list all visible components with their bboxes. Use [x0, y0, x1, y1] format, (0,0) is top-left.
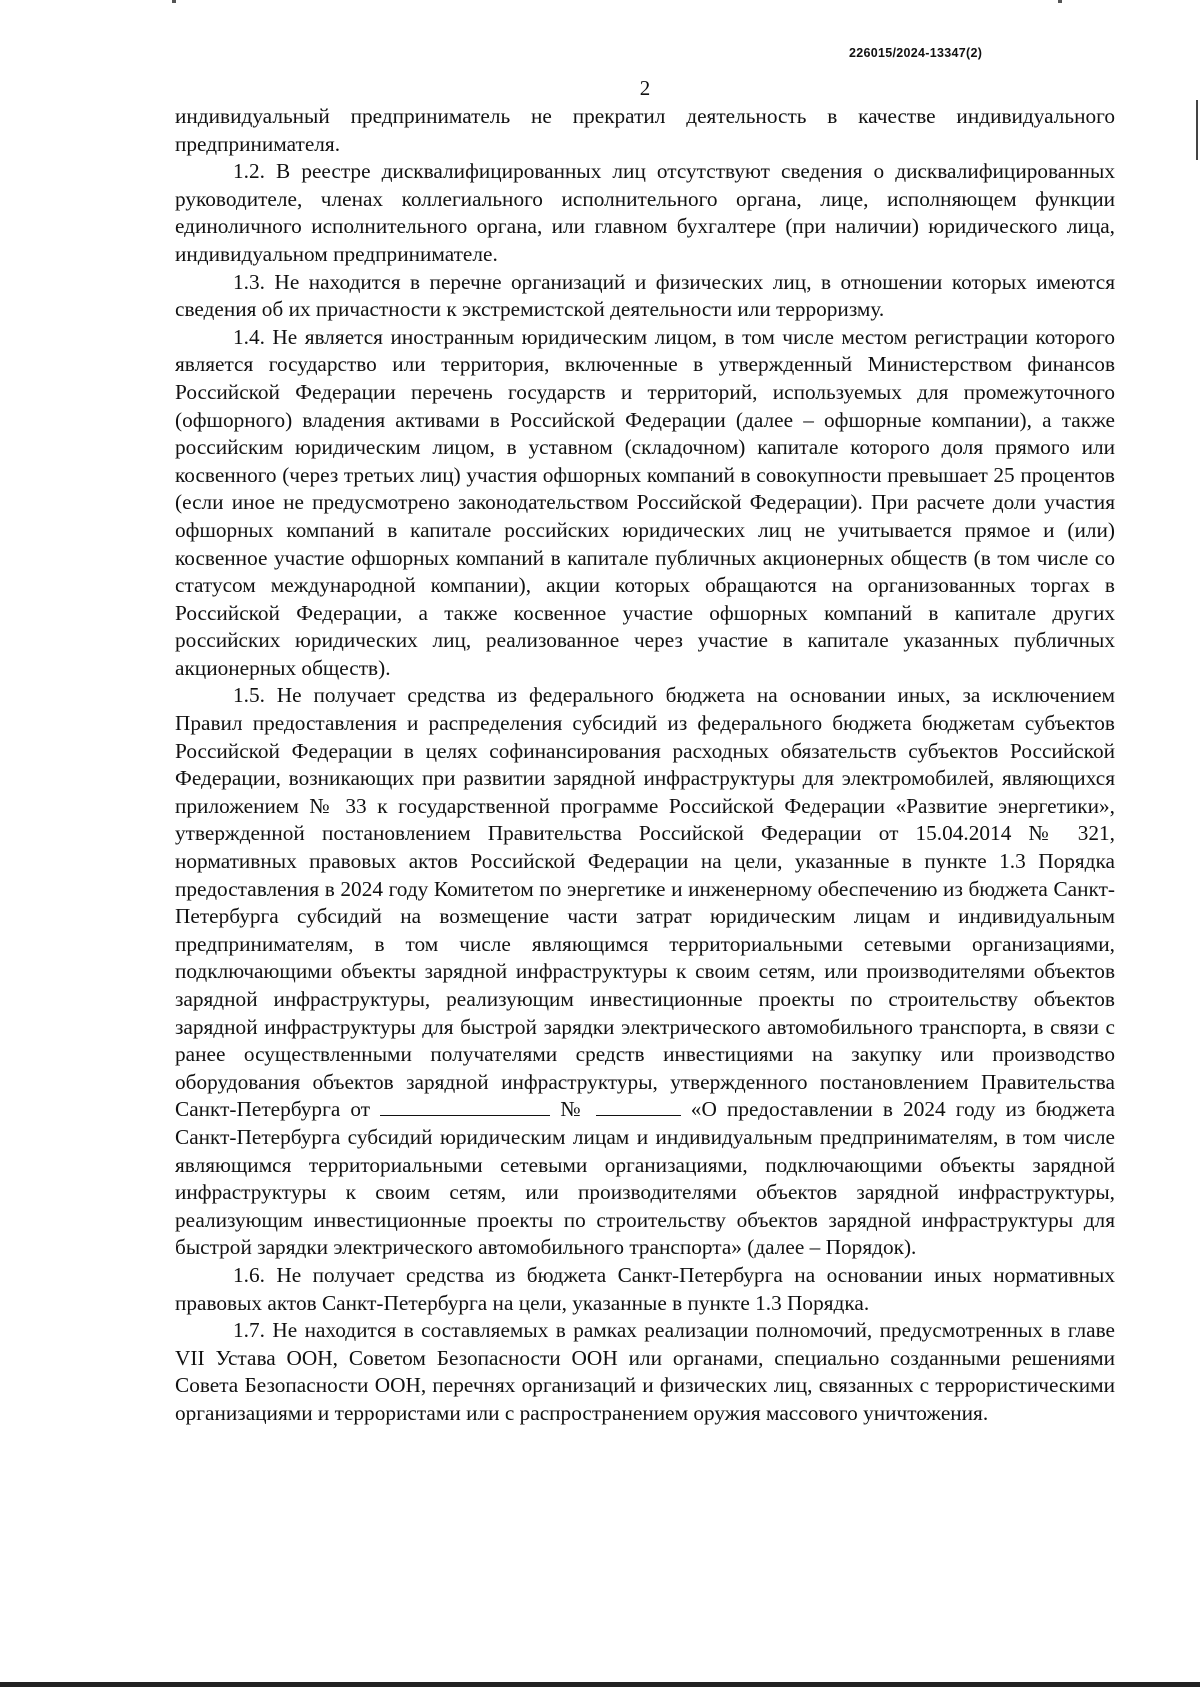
number-blank: [596, 1097, 681, 1116]
document-body: [175, 103, 1115, 1428]
document-registration-number: 226015/2024-13347(2): [849, 46, 983, 60]
scan-edge-bottom: [0, 1682, 1200, 1687]
scan-edge: [1196, 100, 1198, 160]
paragraph-continuation: индивидуальный предприниматель не прекратил деятельность в качестве индивидуального предпринимателя.: [175, 104, 1115, 156]
paragraph-1-5-text: 1.5. Не получает средства из федерального бюджета на основании иных, за исключением Правил предоставления и распределения субсидий из федерального бюджета бюджетам субъектов Российской Федерации в целях софинансирования расходных обязательств субъектов Российской Федерации, возникающих при развитии зарядной инфраструктуры для электромобилей, являющихся приложением № 33 к государственной программе Российской Федерации «Развитие энергетики», утвержденной постановлением Правительства Российской Федерации от 15.04.2014 № 321, нормативных правовых актов Российской Федерации на цели, указанные в пункте 1.3 Порядка предоставления в 2024 году Комитетом по энергетике и инженерному обеспечению из бюджета Санкт-Петербурга субсидий на возмещение части затрат юридическим лицам и индивидуальным предпринимателям, в том числе являющимся территориальными сетевыми организациями, подключающими объекты зарядной инфраструктуры к своим сетям, или производителями объектов зарядной инфраструктуры, реализующим инвестиционные проекты по строительству объектов зарядной инфраструктуры для быстрой зарядки электрического автомобильного транспорта, в связи с ранее осуществленными получателями средств инвестициями на закупку или производство оборудования объектов зарядной инфраструктуры, утвержденного постановлением Правительства Санкт-Петербурга от: [175, 683, 1115, 1122]
paragraph-1-7: 1.7. Не находится в составляемых в рамках реализации полномочий, предусмотренных в главе VII Устава ООН, Советом Безопасности ООН или органами, специально созданными решениями Совета Безопасности ООН, перечнях организаций и физических лиц, связанных с террористическими организациями и террористами или с распространением оружия массового уничтожения.: [175, 1318, 1115, 1425]
paragraph-1-2: 1.2. В реестре дисквалифицированных лиц отсутствуют сведения о дисквалифицированных руководителе, членах коллегиального исполнительного органа, лице, исполняющем функции единоличного исполнительного органа, или главном бухгалтере (при наличии) юридического лица, индивидуальном предпринимателе.: [175, 159, 1115, 266]
date-blank: [380, 1097, 550, 1116]
paragraph-1-5-title: «О предоставлении в 2024 году из бюджета Санкт-Петербурга субсидий юридическим лицам и индивидуальным предпринимателям, в том числе являющимся территориальными сетевыми организациями, подключающими объекты зарядной инфраструктуры к своим сетям, или производителями объектов зарядной инфраструктуры, реализующим инвестиционные проекты по строительству объектов зарядной инфраструктуры для быстрой зарядки электрического автомобильного транспорта» (далее – Порядок).: [175, 1097, 1115, 1260]
paragraph-1-5: [175, 682, 1115, 1261]
page-number: 2: [639, 76, 651, 100]
paragraph-1-3: 1.3. Не находится в перечне организаций и физических лиц, в отношении которых имеются сведения об их причастности к экстремистской деятельности или терроризму.: [175, 269, 1115, 322]
number-sign: №: [560, 1097, 586, 1122]
scan-mark: [1058, 0, 1062, 3]
scan-mark: [172, 0, 176, 3]
paragraph-1-4: 1.4. Не является иностранным юридическим лицом, в том числе местом регистрации которого является государство или территория, включенные в утвержденный Министерством финансов Российской Федерации перечень государств и территорий, используемых для промежуточного (офшорного) владения активами в Российской Федерации (далее – офшорные компании), а также российским юридическим лицом, в уставном (складочном) капитале которого доля прямого или косвенного (через третьих лиц) участия офшорных компаний в совокупности превышает 25 процентов (если иное не предусмотрено законодательством Российской Федерации). При расчете доли участия офшорных компаний в капитале российских юридических лиц не учитывается прямое и (или) косвенное участие офшорных компаний в капитале публичных акционерных обществ (в том числе со статусом международной компании), акции которых обращаются на организованных торгах в Российской Федерации, а также косвенное участие офшорных компаний в капитале других российских юридических лиц, реализованное через участие в капитале указанных публичных акционерных обществ).: [175, 324, 1115, 680]
paragraph-1-6: 1.6. Не получает средства из бюджета Санкт-Петербурга на основании иных нормативных правовых актов Санкт-Петербурга на цели, указанные в пункте 1.3 Порядка.: [175, 1262, 1115, 1315]
